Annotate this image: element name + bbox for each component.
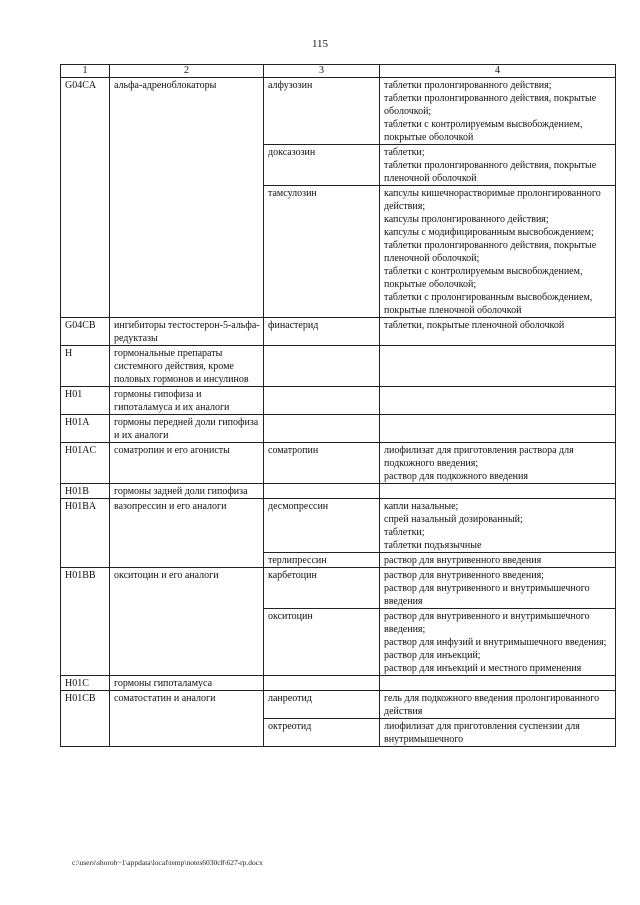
dosage-forms-cell bbox=[380, 484, 616, 499]
dosage-forms-cell bbox=[380, 346, 616, 387]
dosage-form-line: таблетки, покрытые пленочной оболочкой bbox=[384, 320, 565, 331]
dosage-forms-cell bbox=[380, 691, 616, 719]
drug-table bbox=[60, 64, 616, 747]
group-name-cell: гормоны передней доли гипофиза и их аналоги bbox=[110, 415, 264, 443]
dosage-forms-cell bbox=[380, 318, 616, 346]
drug-name-cell bbox=[264, 484, 380, 499]
drug-name-cell: соматропин bbox=[264, 443, 380, 484]
dosage-forms-cell bbox=[380, 145, 616, 186]
dosage-form-line: таблетки пролонгированного действия; bbox=[384, 80, 552, 91]
dosage-form-line: раствор для внутривенного введения; bbox=[384, 570, 544, 581]
atc-code-cell: H01AC bbox=[61, 443, 110, 484]
drug-name-cell bbox=[264, 676, 380, 691]
drug-name-cell: алфузозин bbox=[264, 78, 380, 145]
table-row bbox=[61, 676, 616, 691]
dosage-forms-cell bbox=[380, 443, 616, 484]
table-row bbox=[61, 484, 616, 499]
dosage-forms-cell bbox=[380, 553, 616, 568]
drug-name-cell: терлипрессин bbox=[264, 553, 380, 568]
drug-name-cell bbox=[264, 387, 380, 415]
column-header: 4 bbox=[380, 65, 616, 78]
dosage-forms-cell bbox=[380, 186, 616, 318]
dosage-form-line: раствор для внутривенного введения bbox=[384, 555, 542, 566]
group-name-cell: соматропин и его агонисты bbox=[110, 443, 264, 484]
dosage-form-line: таблетки с контролируемым высвобождением, покрытые оболочкой; bbox=[384, 266, 583, 290]
page-number: 115 bbox=[311, 38, 329, 50]
table-row bbox=[61, 387, 616, 415]
column-header: 3 bbox=[264, 65, 380, 78]
table-row bbox=[61, 568, 616, 609]
group-name-cell: вазопрессин и его аналоги bbox=[110, 499, 264, 568]
atc-code-cell: G04CB bbox=[61, 318, 110, 346]
dosage-form-line: раствор для подкожного введения bbox=[384, 471, 528, 482]
dosage-form-line: гель для подкожного введения пролонгированного действия bbox=[384, 693, 600, 717]
drug-name-cell: доксазозин bbox=[264, 145, 380, 186]
dosage-form-line: лиофилизат для приготовления раствора для подкожного введения; bbox=[384, 445, 574, 469]
group-name-cell: альфа-адреноблокаторы bbox=[110, 78, 264, 318]
drug-name-cell: окситоцин bbox=[264, 609, 380, 676]
dosage-form-line: раствор для внутривенного и внутримышечного введения bbox=[384, 583, 590, 607]
drug-name-cell: ланреотид bbox=[264, 691, 380, 719]
group-name-cell: гормоны гипофиза и гипоталамуса и их аналоги bbox=[110, 387, 264, 415]
dosage-form-line: капсулы с модифицированным высвобождением; bbox=[384, 227, 594, 238]
dosage-form-line: таблетки пролонгированного действия, покрытые оболочкой; bbox=[384, 93, 597, 117]
group-name-cell: гормоны гипоталамуса bbox=[110, 676, 264, 691]
group-name-cell: гормональные препараты системного действия, кроме половых гормонов и инсулинов bbox=[110, 346, 264, 387]
dosage-forms-cell bbox=[380, 415, 616, 443]
dosage-form-line: таблетки с пролонгированным высвобождением, покрытые пленочной оболочкой bbox=[384, 292, 593, 316]
atc-code-cell: H01C bbox=[61, 676, 110, 691]
dosage-form-line: таблетки подъязычные bbox=[384, 540, 482, 551]
table-body bbox=[61, 78, 616, 747]
atc-code-cell: H01B bbox=[61, 484, 110, 499]
atc-code-cell: H01BB bbox=[61, 568, 110, 676]
table-row bbox=[61, 415, 616, 443]
dosage-forms-cell bbox=[380, 387, 616, 415]
atc-code-cell: H01 bbox=[61, 387, 110, 415]
drug-name-cell bbox=[264, 346, 380, 387]
table-row bbox=[61, 443, 616, 484]
drug-name-cell: октреотид bbox=[264, 719, 380, 747]
drug-name-cell: десмопрессин bbox=[264, 499, 380, 553]
drug-name-cell bbox=[264, 415, 380, 443]
table-row bbox=[61, 78, 616, 145]
dosage-forms-cell bbox=[380, 676, 616, 691]
table-row bbox=[61, 499, 616, 553]
table-row bbox=[61, 691, 616, 719]
column-header: 2 bbox=[110, 65, 264, 78]
dosage-form-line: раствор для инъекций и местного применения bbox=[384, 663, 582, 674]
table-header-row bbox=[61, 65, 616, 78]
group-name-cell: окситоцин и его аналоги bbox=[110, 568, 264, 676]
group-name-cell: гормоны задней доли гипофиза bbox=[110, 484, 264, 499]
atc-code-cell: H01A bbox=[61, 415, 110, 443]
dosage-form-line: таблетки; bbox=[384, 147, 425, 158]
dosage-form-line: капсулы пролонгированного действия; bbox=[384, 214, 549, 225]
dosage-form-line: раствор для инъекций; bbox=[384, 650, 481, 661]
dosage-form-line: таблетки; bbox=[384, 527, 425, 538]
dosage-form-line: таблетки пролонгированного действия, покрытые пленочной оболочкой; bbox=[384, 240, 597, 264]
dosage-form-line: лиофилизат для приготовления суспензии для внутримышечного bbox=[384, 721, 580, 745]
drug-name-cell: тамсулозин bbox=[264, 186, 380, 318]
dosage-form-line: раствор для инфузий и внутримышечного введения; bbox=[384, 637, 607, 648]
dosage-forms-cell bbox=[380, 78, 616, 145]
dosage-forms-cell bbox=[380, 609, 616, 676]
atc-code-cell: H01BA bbox=[61, 499, 110, 568]
table-row bbox=[61, 318, 616, 346]
dosage-form-line: таблетки пролонгированного действия, покрытые пленочной оболочкой bbox=[384, 160, 597, 184]
footer-file-path: c:\users\shoroh~1\appdata\local\temp\notes6030c8\627-rp.docx bbox=[72, 858, 263, 867]
dosage-form-line: капли назальные; bbox=[384, 501, 459, 512]
dosage-forms-cell bbox=[380, 568, 616, 609]
dosage-form-line: капсулы кишечнорастворимые пролонгированного действия; bbox=[384, 188, 601, 212]
drug-name-cell: карбетоцин bbox=[264, 568, 380, 609]
group-name-cell: ингибиторы тестостерон-5-альфа-редуктазы bbox=[110, 318, 264, 346]
dosage-forms-cell bbox=[380, 499, 616, 553]
group-name-cell: соматостатин и аналоги bbox=[110, 691, 264, 747]
dosage-form-line: спрей назальный дозированный; bbox=[384, 514, 523, 525]
atc-code-cell: G04CA bbox=[61, 78, 110, 318]
dosage-forms-cell bbox=[380, 719, 616, 747]
table-row bbox=[61, 346, 616, 387]
dosage-form-line: таблетки с контролируемым высвобождением, покрытые оболочкой bbox=[384, 119, 583, 143]
column-header: 1 bbox=[61, 65, 110, 78]
atc-code-cell: H01CB bbox=[61, 691, 110, 747]
drug-name-cell: финастерид bbox=[264, 318, 380, 346]
atc-code-cell: H bbox=[61, 346, 110, 387]
dosage-form-line: раствор для внутривенного и внутримышечного введения; bbox=[384, 611, 590, 635]
